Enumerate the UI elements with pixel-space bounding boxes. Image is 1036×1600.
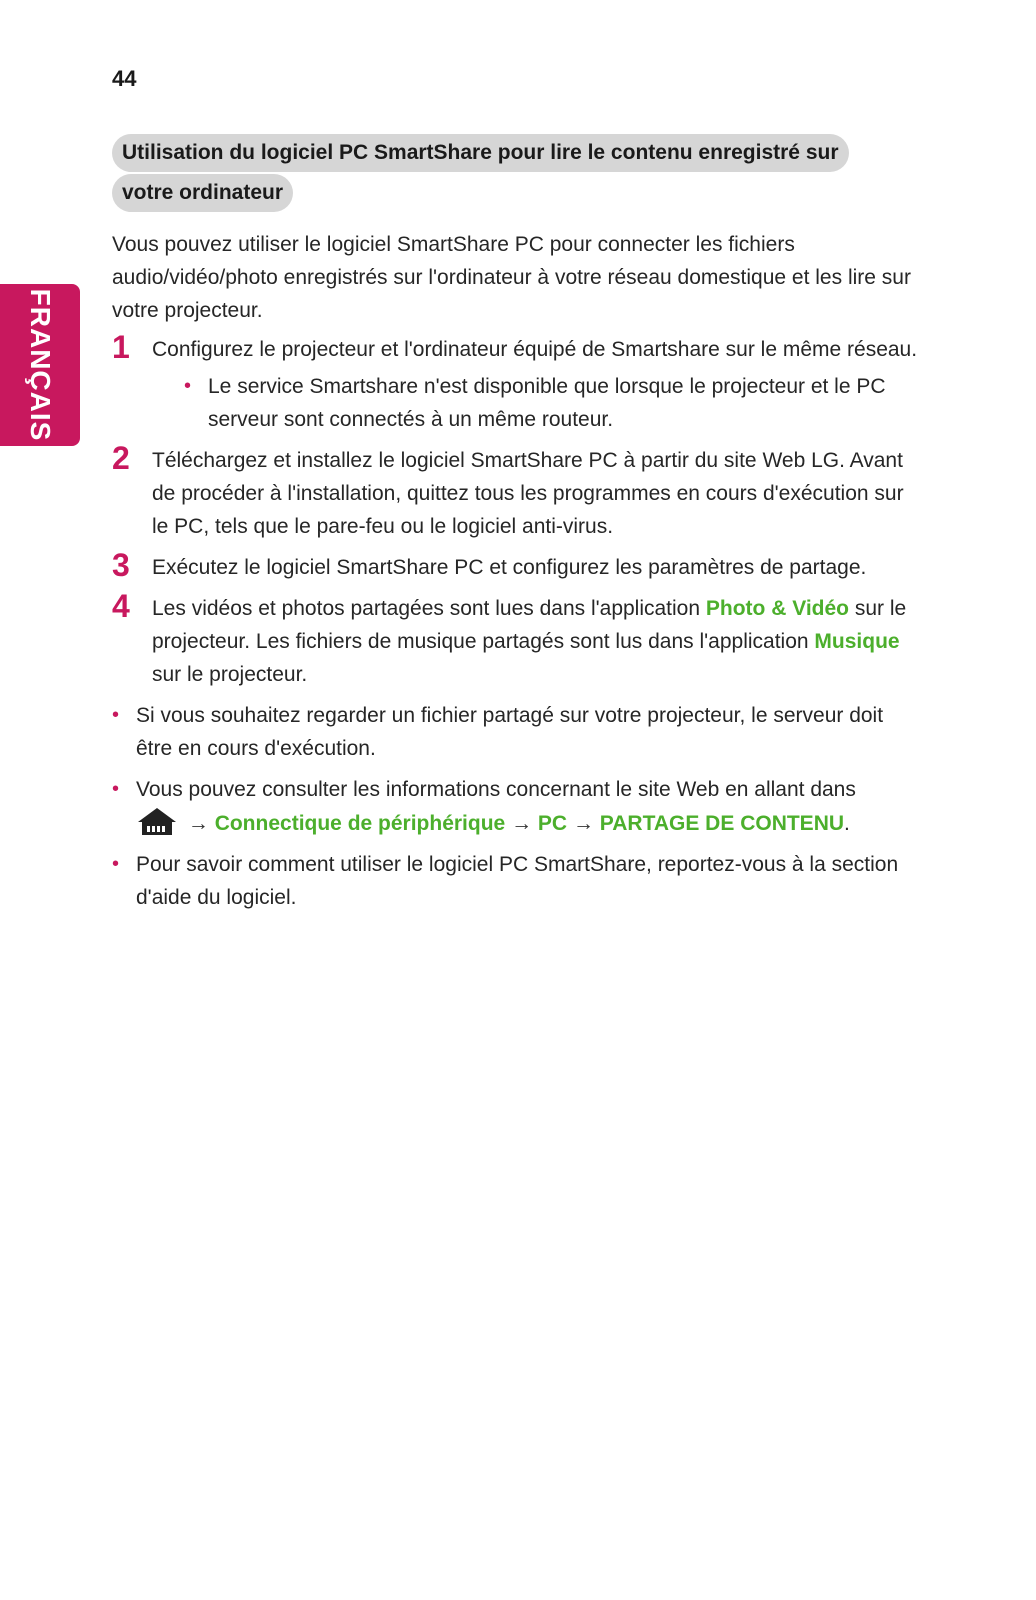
main-content <box>112 228 922 922</box>
page-number: 44 <box>112 66 137 91</box>
step-3 <box>112 547 922 584</box>
step-text-after: sur le projecteur. <box>152 663 308 686</box>
step-number: 3 <box>112 547 130 583</box>
step-text: Exécutez le logiciel SmartShare PC et configurez les paramètres de partage. <box>152 556 867 579</box>
step-2 <box>112 440 922 543</box>
section-title-line-1: Utilisation du logiciel PC SmartShare pour lire le contenu enregistré sur <box>112 134 849 172</box>
step-1 <box>112 329 922 436</box>
arrow-icon: → <box>187 812 209 835</box>
step-number: 1 <box>112 329 130 365</box>
bullet-menu-path <box>112 773 922 840</box>
bullet-server-running <box>112 699 922 765</box>
section-title-line-2: votre ordinateur <box>112 174 293 212</box>
menu-connectique: Connectique de périphérique <box>214 812 506 835</box>
arrow-icon: → <box>511 812 533 835</box>
section-title <box>112 134 849 214</box>
menu-partage-contenu: PARTAGE DE CONTENU <box>599 812 845 835</box>
language-tab <box>0 284 80 446</box>
bullet-text: Si vous souhaitez regarder un fichier partagé sur votre projecteur, le serveur doit être en cours d'exécution. <box>136 704 884 760</box>
bullet-icon: • <box>112 853 120 875</box>
home-icon <box>136 806 178 836</box>
arrow-icon: → <box>572 812 594 835</box>
language-tab-label: FRANÇAIS <box>25 288 56 442</box>
bullet-icon: • <box>112 778 120 800</box>
step-number: 2 <box>112 440 130 476</box>
step-text-middle: sur le projecteur. Les fichiers de musique partagés sont lus dans l'application <box>152 597 907 653</box>
step-1-note <box>184 370 922 436</box>
menu-pc: PC <box>537 812 568 835</box>
bullet-text: Pour savoir comment utiliser le logiciel PC SmartShare, reportez-vous à la section d'aide du logiciel. <box>136 853 899 909</box>
bullet-help <box>112 848 922 914</box>
app-music: Musique <box>814 630 900 653</box>
step-4 <box>112 588 922 691</box>
bullet-icon: • <box>112 704 120 726</box>
path-end: . <box>844 812 850 835</box>
step-text-before: Les vidéos et photos partagées sont lues dans l'application <box>152 597 706 620</box>
step-text: Configurez le projecteur et l'ordinateur équipé de Smartshare sur le même réseau. <box>152 338 918 361</box>
app-photo-video: Photo & Vidéo <box>705 597 849 620</box>
step-text: Téléchargez et installez le logiciel SmartShare PC à partir du site Web LG. Avant de procéder à l'installation, quittez tous les programmes en cours d'exécution sur le PC, tels que le pare-feu ou le logiciel anti-virus. <box>152 449 904 538</box>
note-text: Le service Smartshare n'est disponible que lorsque le projecteur et le PC serveur sont connectés à un même routeur. <box>208 375 886 431</box>
bullet-icon: • <box>184 375 192 397</box>
bullet-text: Vous pouvez consulter les informations concernant le site Web en allant dans <box>136 778 856 801</box>
step-number: 4 <box>112 588 130 624</box>
intro-paragraph: Vous pouvez utiliser le logiciel SmartShare PC pour connecter les fichiers audio/vidéo/photo enregistrés sur l'ordinateur à votre réseau domestique et les lire sur votre projecteur. <box>112 233 911 322</box>
